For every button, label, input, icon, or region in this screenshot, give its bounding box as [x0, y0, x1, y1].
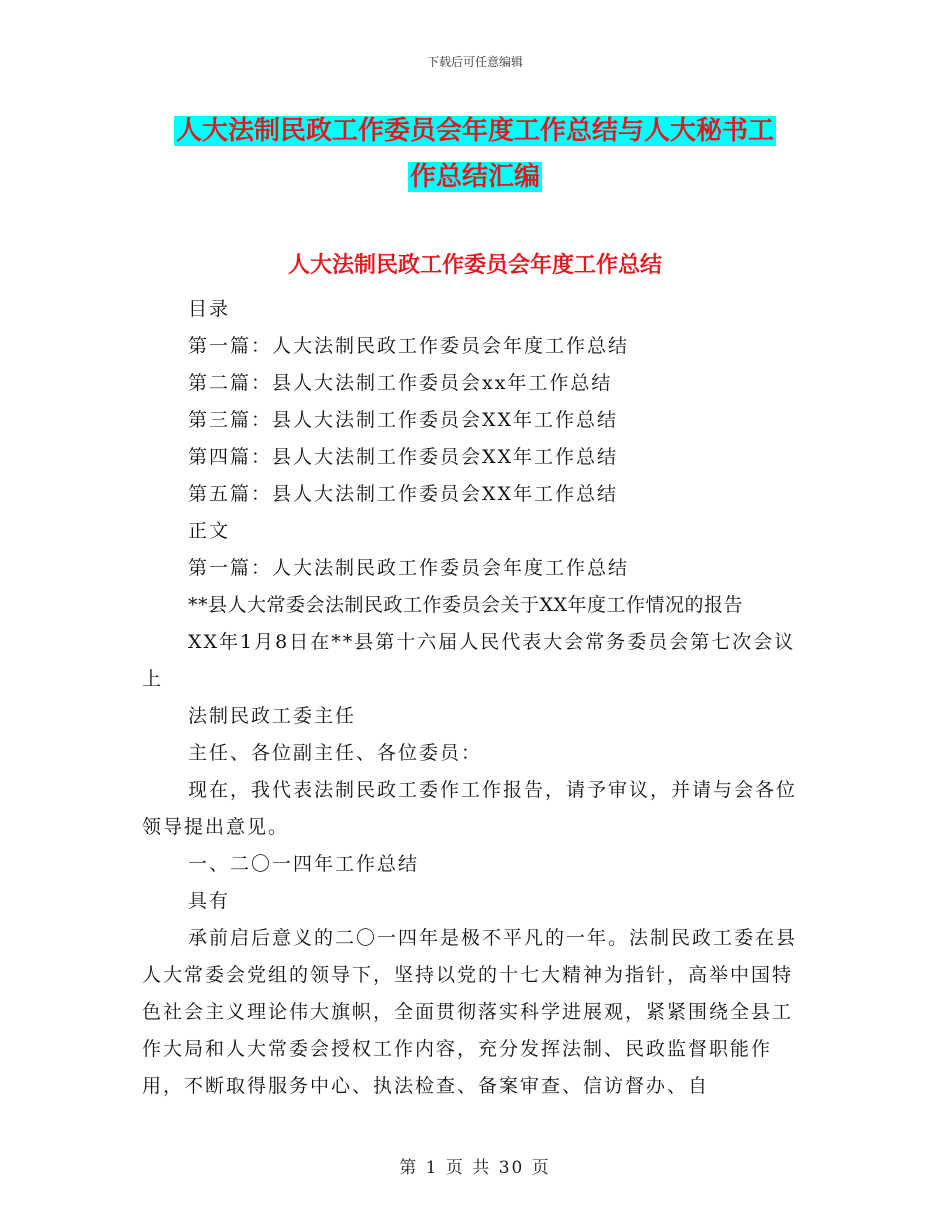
body-heading: 正文	[188, 520, 231, 542]
toc-item: 第三篇：县人大法制工作委员会XX年工作总结	[188, 409, 619, 431]
document-body	[142, 291, 802, 1105]
toc-heading: 目录	[188, 298, 231, 320]
body-paragraph: 现在，我代表法制民政工委作工作报告，请予审议，并请与会各位领导提出意见。	[142, 779, 798, 838]
header-note: 下载后可任意编辑	[426, 55, 523, 69]
chapter-heading: 第一篇：人大法制民政工作委员会年度工作总结	[188, 557, 630, 579]
body-paragraph: 承前启后意义的二〇一四年是极不平凡的一年。法制民政工委在县人大常委会党组的领导下，坚持以党的十七大精神为指针，高举中国特色社会主义理论伟大旗帜，全面贯彻落实科学进展观，紧紧围绕全县工作大局和人大常委会授权工作内容，充分发挥法制、民政监督职能作用，不断取得服务中心、执法检查、备案审查、信访督办、自	[142, 927, 798, 1097]
section-heading: 一、二〇一四年工作总结	[188, 853, 420, 875]
toc-item: 第一篇：人大法制民政工作委员会年度工作总结	[188, 335, 630, 357]
salutation: 主任、各位副主任、各位委员：	[188, 742, 483, 764]
toc-item: 第五篇：县人大法制工作委员会XX年工作总结	[188, 483, 619, 505]
report-title: **县人大常委会法制民政工作委员会关于XX年度工作情况的报告	[188, 594, 744, 616]
report-date-line: XX年1月8日在**县第十六届人民代表大会常务委员会第七次会议上	[142, 631, 796, 690]
page-footer: 第 1 页 共 30 页	[399, 1158, 551, 1178]
document-title-line-2: 作总结汇编	[409, 162, 540, 192]
toc-item: 第四篇：县人大法制工作委员会XX年工作总结	[188, 446, 619, 468]
document-title	[140, 108, 810, 200]
document-title-line-1: 人大法制民政工作委员会年度工作总结与人大秘书工	[175, 116, 774, 146]
toc-item: 第二篇：县人大法制工作委员会xx年工作总结	[188, 372, 613, 394]
report-author: 法制民政工委主任	[188, 705, 357, 727]
body-paragraph: 具有	[188, 890, 231, 912]
section-title: 人大法制民政工作委员会年度工作总结	[287, 253, 662, 278]
